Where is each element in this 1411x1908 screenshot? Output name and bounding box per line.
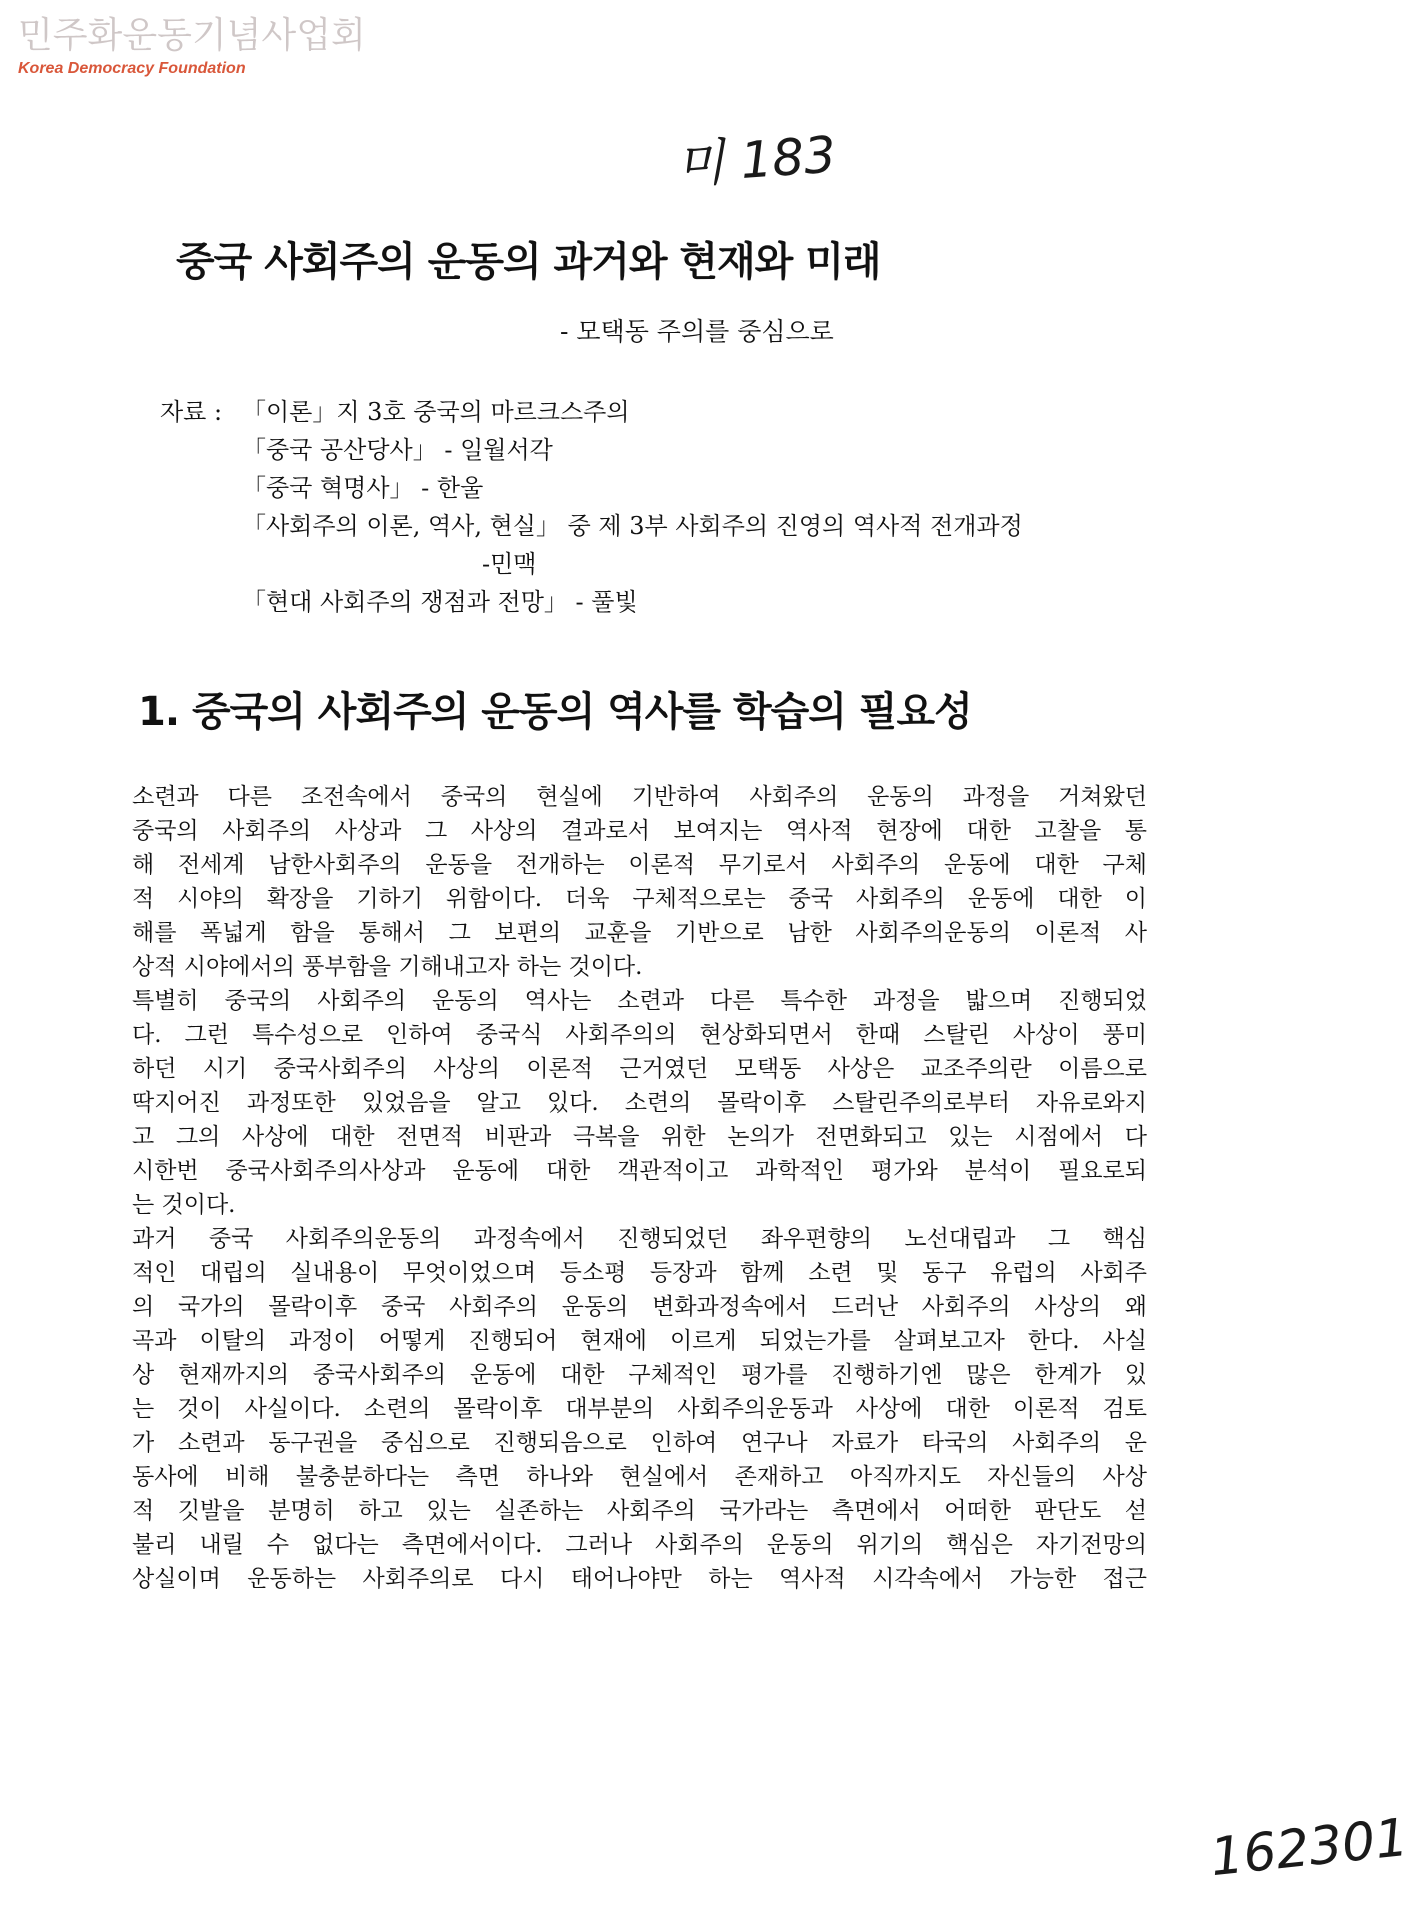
section-heading: 1. 중국의 사회주의 운동의 역사를 학습의 필요성	[138, 689, 972, 735]
reference-row	[160, 580, 1023, 618]
body-line: 상적 시야에서의 풍부함을 기해내고자 하는 것이다.	[132, 954, 643, 980]
reference-item: 「중국 혁명사」 - 한울	[242, 473, 484, 502]
body-line: 가 소련과 동구권을 중심으로 진행되음으로 인하여 연구나 자료가 타국의 사회주의 운	[132, 1430, 1147, 1456]
reference-row	[160, 504, 1023, 542]
references-block	[160, 390, 1023, 618]
body-line: 적 깃발을 분명히 하고 있는 실존하는 사회주의 국가라는 측면에서 어떠한 판단도 섣	[132, 1498, 1147, 1524]
handwritten-note-top: 미 183	[674, 125, 838, 195]
body-line: 는 것이 사실이다. 소련의 몰락이후 대부분의 사회주의운동과 사상에 대한 이론적 검토	[132, 1396, 1147, 1422]
handwritten-note-bottom: 162301	[1207, 1807, 1411, 1889]
body-line: 중국의 사회주의 사상과 그 사상의 결과로서 보여지는 역사적 현장에 대한 고찰을 통	[132, 818, 1147, 844]
references-label: 자료 :	[160, 397, 223, 426]
body-line: 동사에 비해 불충분하다는 측면 하나와 현실에서 존재하고 아직까지도 자신들의 사상	[132, 1464, 1147, 1490]
reference-row	[160, 466, 1023, 504]
foundation-watermark	[18, 14, 366, 78]
body-line: 해 전세계 남한사회주의 운동을 전개하는 이론적 무기로서 사회주의 운동에 대한 구체	[132, 852, 1147, 878]
body-line: 시한번 중국사회주의사상과 운동에 대한 객관적이고 과학적인 평가와 분석이 필요로되	[132, 1158, 1147, 1184]
body-line: 과거 중국 사회주의운동의 과정속에서 진행되었던 좌우편향의 노선대립과 그 핵심	[132, 1226, 1147, 1252]
body-line: 불리 내릴 수 없다는 측면에서이다. 그러나 사회주의 운동의 위기의 핵심은 자기전망의	[132, 1532, 1147, 1558]
body-line: 다. 그런 특수성으로 인하여 중국식 사회주의의 현상화되면서 한때 스탈린 사상이 풍미	[132, 1022, 1147, 1048]
reference-row	[160, 390, 1023, 428]
reference-item: 「현대 사회주의 쟁점과 전망」 - 풀빛	[242, 587, 638, 616]
body-line: 소련과 다른 조전속에서 중국의 현실에 기반하여 사회주의 운동의 과정을 거쳐왔던	[132, 784, 1147, 810]
document-subtitle: - 모택동 주의를 중심으로	[560, 317, 834, 346]
body-line: 상 현재까지의 중국사회주의 운동에 대한 구체적인 평가를 진행하기엔 많은 한계가 있	[132, 1362, 1147, 1388]
reference-publisher-continuation: -민맥	[482, 549, 537, 578]
body-line: 특별히 중국의 사회주의 운동의 역사는 소련과 다른 특수한 과정을 밟으며 진행되었	[132, 988, 1147, 1014]
body-line: 상실이며 운동하는 사회주의로 다시 태어나야만 하는 역사적 시각속에서 가능한 접근	[132, 1566, 1147, 1592]
reference-item: 「이론」지 3호 중국의 마르크스주의	[242, 397, 630, 426]
body-line: 해를 폭넓게 함을 통해서 그 보편의 교훈을 기반으로 남한 사회주의운동의 이론적 사	[132, 920, 1147, 946]
watermark-korean-text: 민주화운동기념사업회	[18, 15, 366, 56]
body-line: 적인 대립의 실내용이 무엇이었으며 등소평 등장과 함께 소련 및 동구 유럽의 사회주	[132, 1260, 1147, 1286]
document-title: 중국 사회주의 운동의 과거와 현재와 미래	[176, 239, 881, 285]
reference-row	[160, 428, 1023, 466]
body-line: 는 것이다.	[132, 1192, 236, 1218]
body-line: 곡과 이탈의 과정이 어떻게 진행되어 현재에 이르게 되었는가를 살펴보고자 한다. 사실	[132, 1328, 1147, 1354]
body-line: 딱지어진 과정또한 있었음을 알고 있다. 소련의 몰락이후 스탈린주의로부터 자유로와지	[132, 1090, 1147, 1116]
body-line: 의 국가의 몰락이후 중국 사회주의 운동의 변화과정속에서 드러난 사회주의 사상의 왜	[132, 1294, 1147, 1320]
body-line: 적 시야의 확장을 기하기 위함이다. 더욱 구체적으로는 중국 사회주의 운동에 대한 이	[132, 886, 1147, 912]
body-text	[132, 780, 1147, 1596]
body-line: 고 그의 사상에 대한 전면적 비판과 극복을 위한 논의가 전면화되고 있는 시점에서 다	[132, 1124, 1147, 1150]
body-line: 하던 시기 중국사회주의 사상의 이론적 근거였던 모택동 사상은 교조주의란 이름으로	[132, 1056, 1147, 1082]
reference-item: 「사회주의 이론, 역사, 현실」 중 제 3부 사회주의 진영의 역사적 전개과정	[242, 511, 1023, 540]
reference-item: 「중국 공산당사」 - 일월서각	[242, 435, 553, 464]
watermark-english-text: Korea Democracy Foundation	[18, 60, 246, 77]
